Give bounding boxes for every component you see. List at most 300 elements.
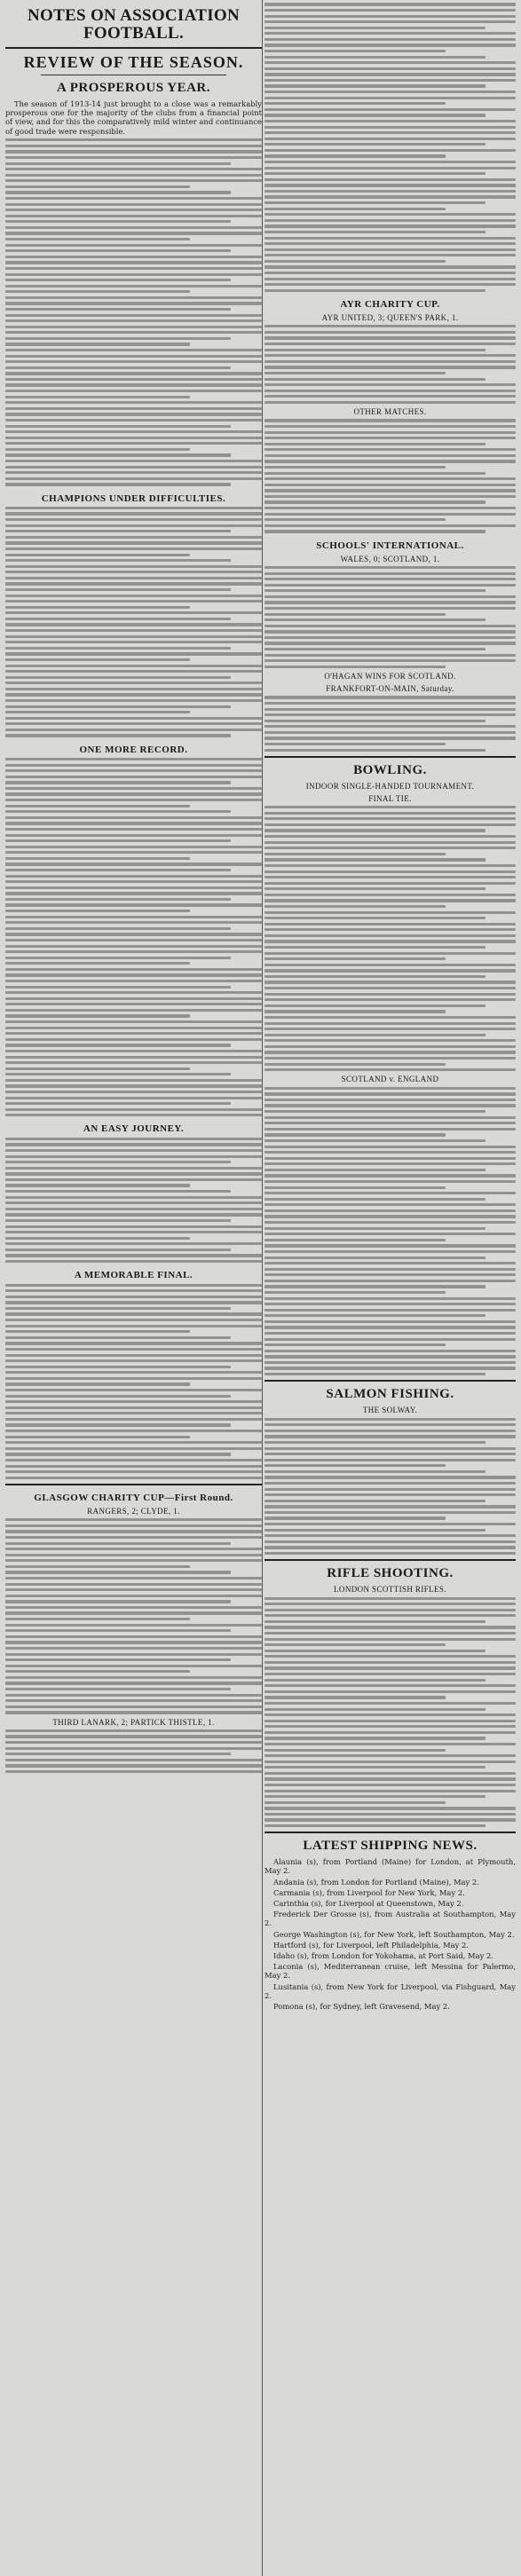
text-line — [264, 178, 516, 181]
text-line — [264, 654, 516, 657]
text-line — [5, 711, 190, 713]
text-line — [5, 401, 262, 404]
text-line — [5, 1254, 262, 1256]
rule — [264, 1559, 516, 1561]
section-heading: AN EASY JOURNEY. — [83, 1123, 185, 1135]
text-line — [264, 1552, 516, 1555]
text-line — [264, 841, 516, 844]
text-line — [264, 1180, 516, 1183]
text-line — [264, 213, 516, 216]
article-text-block — [5, 138, 262, 485]
text-line — [264, 1609, 516, 1611]
article-text-block — [5, 758, 262, 1116]
text-line — [5, 1524, 262, 1527]
text-line — [5, 588, 231, 591]
text-line — [264, 1051, 516, 1053]
text-line — [5, 1436, 190, 1438]
text-line — [264, 1516, 446, 1519]
subheadline: REVIEW OF THE SEASON. — [23, 53, 244, 71]
text-line — [264, 1174, 516, 1177]
text-line — [264, 981, 516, 983]
text-line — [5, 1577, 262, 1579]
text-line — [264, 806, 516, 808]
text-line — [264, 437, 516, 439]
text-line — [264, 354, 516, 357]
text-line — [5, 559, 231, 562]
text-line — [5, 1336, 231, 1339]
text-line — [5, 203, 262, 206]
text-line — [264, 899, 516, 902]
text-line — [264, 1028, 516, 1030]
text-line — [264, 1303, 516, 1305]
text-line — [264, 79, 516, 82]
text-line — [5, 1067, 190, 1070]
rule — [5, 1484, 262, 1485]
text-line — [5, 1688, 231, 1690]
text-line — [5, 1618, 190, 1620]
text-line — [5, 1441, 262, 1444]
shipping-item: Hartford (s), for Liverpool, left Philadelphia, May 2. — [273, 1940, 470, 1950]
article-text-block — [264, 1087, 516, 1376]
text-line — [264, 1151, 516, 1154]
section-heading: FINAL TIE. — [368, 793, 412, 803]
text-line — [264, 1418, 516, 1421]
text-line — [264, 1749, 446, 1752]
text-line — [5, 1073, 231, 1075]
text-line — [264, 1488, 516, 1491]
text-line — [264, 278, 516, 280]
text-line — [5, 138, 262, 141]
text-line — [5, 285, 262, 288]
article-text-block — [264, 419, 516, 532]
text-line — [264, 812, 516, 815]
text-line — [264, 1309, 516, 1312]
text-line — [5, 1735, 262, 1737]
text-line — [5, 822, 262, 824]
text-line — [264, 1039, 516, 1042]
text-line — [5, 1606, 262, 1609]
text-line — [264, 835, 516, 838]
text-line — [264, 1233, 516, 1235]
text-line — [5, 1453, 231, 1455]
text-line — [264, 847, 516, 849]
text-line — [264, 737, 516, 739]
text-line — [264, 154, 446, 157]
text-line — [264, 720, 485, 722]
text-line — [5, 1647, 262, 1650]
text-line — [5, 244, 262, 247]
text-line — [264, 143, 485, 146]
text-line — [264, 625, 516, 627]
text-line — [5, 1629, 231, 1632]
text-line — [264, 448, 516, 451]
text-line — [264, 864, 516, 867]
text-line — [264, 1801, 446, 1804]
text-line — [5, 1190, 231, 1193]
section-heading: SCOTLAND v. ENGLAND — [341, 1075, 439, 1084]
text-line — [5, 407, 262, 410]
text-line — [264, 630, 516, 633]
text-line — [5, 565, 262, 568]
text-line — [264, 1146, 516, 1148]
text-line — [264, 50, 446, 52]
text-line — [264, 1068, 516, 1071]
text-line — [264, 1737, 485, 1739]
text-line — [5, 256, 262, 258]
text-line — [264, 934, 516, 937]
section-heading: A MEMORABLE FINAL. — [74, 1270, 193, 1281]
text-line — [264, 1447, 516, 1450]
text-line — [264, 905, 446, 908]
text-line — [264, 853, 446, 855]
text-line — [5, 1027, 262, 1029]
text-line — [264, 1638, 516, 1641]
text-line — [5, 168, 262, 170]
text-line — [5, 1711, 262, 1713]
text-line — [5, 197, 262, 200]
article-text-block — [5, 1284, 262, 1479]
text-line — [264, 1790, 516, 1792]
text-line — [264, 702, 516, 705]
text-line — [5, 1091, 262, 1093]
text-line — [5, 279, 231, 281]
text-line — [264, 1818, 516, 1821]
text-line — [264, 1203, 516, 1206]
text-line — [5, 430, 262, 433]
text-line — [264, 248, 516, 251]
text-line — [264, 1262, 516, 1264]
text-line — [264, 1772, 516, 1775]
text-line — [5, 717, 262, 720]
text-line — [5, 734, 231, 737]
article-text-block — [264, 325, 516, 404]
text-line — [5, 722, 262, 725]
text-line — [264, 1355, 516, 1358]
text-line — [5, 1418, 262, 1421]
text-line — [264, 283, 516, 286]
section-title: RIFLE SHOOTING. — [327, 1566, 454, 1581]
text-line — [264, 1198, 485, 1201]
text-line — [5, 1699, 262, 1702]
text-line — [264, 894, 516, 896]
text-line — [264, 1250, 516, 1253]
text-line — [5, 869, 231, 871]
text-line — [264, 184, 516, 186]
text-line — [264, 1650, 485, 1652]
text-line — [264, 102, 446, 105]
text-line — [264, 1655, 516, 1658]
text-line — [264, 1010, 446, 1012]
text-line — [5, 652, 262, 655]
section-heading: GLASGOW CHARITY CUP—First Round. — [34, 1492, 233, 1503]
text-line — [264, 1807, 516, 1809]
text-line — [264, 636, 516, 639]
text-line — [264, 1373, 485, 1375]
text-line — [5, 1301, 262, 1304]
text-line — [264, 1057, 516, 1060]
text-line — [5, 1653, 262, 1656]
text-line — [5, 396, 190, 398]
text-line — [264, 1326, 516, 1328]
text-line — [264, 1122, 516, 1124]
match-result: AYR UNITED, 3; QUEEN'S PARK, 1. — [321, 312, 459, 322]
text-line — [5, 1143, 262, 1146]
text-line — [264, 1546, 516, 1548]
text-line — [264, 443, 485, 445]
text-line — [5, 1178, 262, 1181]
text-line — [5, 816, 262, 819]
text-line — [5, 215, 262, 217]
text-line — [264, 131, 516, 134]
text-line — [5, 1312, 262, 1315]
text-line — [264, 272, 516, 274]
text-line — [5, 875, 262, 878]
text-line — [264, 1280, 516, 1282]
text-line — [5, 1201, 262, 1204]
text-line — [5, 1665, 262, 1667]
text-line — [264, 73, 516, 75]
match-result: THIRD LANARK, 2; PARTICK THISTLE, 1. — [52, 1717, 215, 1727]
text-line — [264, 1314, 485, 1317]
text-line — [264, 578, 516, 580]
text-line — [5, 851, 262, 854]
text-line — [5, 1032, 262, 1035]
text-line — [5, 1319, 262, 1321]
text-line — [5, 1284, 262, 1287]
text-line — [264, 530, 485, 532]
text-line — [264, 120, 516, 122]
text-line — [5, 1289, 262, 1292]
text-line — [264, 289, 485, 292]
text-line — [5, 792, 262, 795]
text-line — [264, 378, 485, 381]
text-line — [264, 38, 516, 41]
text-line — [264, 1725, 516, 1728]
text-line — [264, 484, 516, 486]
text-line — [5, 150, 262, 153]
text-line — [264, 731, 516, 734]
text-line — [5, 676, 231, 679]
text-line — [264, 20, 516, 23]
text-line — [264, 607, 516, 610]
shipping-item: Idaho (s), from London for Yokohama, at Port Said, May 2. — [273, 1951, 493, 1961]
text-line — [5, 448, 190, 451]
text-line — [5, 1196, 262, 1199]
text-line — [5, 787, 262, 790]
text-line — [264, 595, 516, 598]
text-line — [264, 518, 446, 521]
text-line — [5, 693, 262, 696]
text-line — [5, 554, 190, 556]
section-title: BOWLING. — [353, 762, 427, 777]
text-line — [264, 500, 485, 503]
text-line — [5, 571, 262, 573]
text-line — [5, 1050, 262, 1052]
text-line — [5, 1249, 231, 1251]
subheadline-2: A PROSPEROUS YEAR. — [56, 81, 211, 95]
text-line — [5, 1530, 262, 1532]
text-line — [5, 699, 262, 702]
text-line — [264, 1221, 516, 1224]
text-line — [264, 1092, 516, 1095]
text-line — [264, 1186, 446, 1189]
article-text-block — [5, 1729, 262, 1773]
text-line — [264, 466, 446, 469]
text-line — [264, 1273, 516, 1276]
article-text-block — [264, 1418, 516, 1555]
text-line — [5, 512, 262, 515]
article-text-block — [264, 806, 516, 1071]
text-line — [5, 1706, 262, 1708]
text-line — [264, 1603, 516, 1605]
text-line — [264, 195, 516, 198]
text-line — [264, 1453, 516, 1455]
text-line — [264, 61, 516, 64]
text-line — [264, 1361, 516, 1364]
text-line — [5, 1061, 262, 1064]
text-line — [264, 584, 516, 587]
text-line — [264, 260, 446, 263]
text-line — [5, 355, 262, 358]
text-line — [264, 138, 516, 140]
text-line — [5, 174, 262, 177]
text-line — [264, 1673, 516, 1675]
text-line — [264, 331, 516, 334]
text-line — [264, 1754, 516, 1757]
text-line — [5, 483, 231, 485]
text-line — [5, 1296, 262, 1298]
text-line — [264, 1505, 516, 1508]
text-line — [264, 114, 485, 116]
right-column — [264, 0, 516, 2576]
text-line — [264, 524, 516, 527]
text-line — [264, 1320, 516, 1323]
text-line — [264, 9, 516, 12]
text-line — [5, 378, 262, 381]
text-line — [5, 541, 262, 544]
shipping-item: Laconia (s), Mediterranean cruise, left Messina for Palermo, May 2. — [264, 1962, 516, 1981]
text-line — [264, 1523, 516, 1525]
text-line — [5, 1260, 262, 1263]
text-line — [264, 1133, 446, 1136]
article-text-block — [5, 507, 262, 737]
text-line — [5, 1624, 262, 1627]
text-line — [5, 1559, 262, 1562]
text-line — [264, 1192, 516, 1194]
text-line — [5, 635, 262, 638]
text-line — [5, 886, 262, 889]
text-line — [264, 940, 516, 942]
text-line — [5, 1770, 262, 1773]
text-line — [5, 670, 262, 673]
text-line — [5, 413, 262, 415]
text-line — [5, 530, 231, 532]
section-heading: THE SOLWAY. — [362, 1406, 418, 1415]
text-line — [5, 1108, 262, 1111]
text-line — [264, 1824, 485, 1827]
text-line — [264, 1423, 516, 1426]
text-line — [264, 1063, 446, 1066]
text-line — [264, 1720, 516, 1722]
text-line — [264, 1110, 485, 1113]
text-line — [264, 725, 516, 728]
text-line — [264, 1690, 516, 1693]
text-line — [264, 858, 485, 861]
text-line — [264, 1708, 485, 1711]
text-line — [5, 665, 262, 667]
text-line — [264, 1045, 516, 1048]
text-line — [264, 969, 516, 972]
text-line — [264, 201, 485, 204]
text-line — [5, 1658, 231, 1661]
text-line — [264, 225, 516, 227]
text-line — [5, 220, 231, 223]
text-line — [264, 817, 516, 820]
text-line — [264, 1338, 516, 1341]
text-line — [264, 1626, 516, 1628]
text-line — [264, 566, 516, 569]
section-title: LATEST SHIPPING NEWS. — [303, 1839, 478, 1854]
text-line — [264, 395, 516, 398]
text-line — [264, 1713, 516, 1716]
article-text-block — [5, 1518, 262, 1713]
text-line — [264, 454, 516, 457]
text-line — [5, 1009, 262, 1012]
text-line — [264, 349, 485, 351]
text-line — [5, 688, 262, 690]
dateline: FRANKFORT-ON-MAIN, Saturday. — [326, 683, 454, 693]
text-line — [5, 460, 262, 462]
section-heading: AYR CHARITY CUP. — [340, 298, 440, 310]
text-line — [264, 917, 485, 919]
text-line — [5, 1348, 262, 1351]
text-line — [5, 390, 262, 392]
text-line — [5, 1412, 262, 1414]
text-line — [5, 349, 262, 351]
text-line — [264, 1464, 446, 1467]
text-line — [5, 1477, 262, 1479]
text-line — [264, 1004, 485, 1007]
text-line — [264, 1493, 516, 1496]
text-line — [264, 696, 516, 698]
text-line — [264, 1128, 516, 1130]
article-text-block — [264, 696, 516, 751]
text-line — [264, 401, 516, 404]
text-line — [264, 1731, 516, 1734]
rule — [264, 1832, 516, 1833]
text-line — [5, 1161, 231, 1163]
text-line — [5, 863, 262, 865]
text-line — [264, 1632, 516, 1635]
text-line — [264, 167, 516, 169]
text-line — [264, 1684, 516, 1687]
text-line — [5, 1406, 262, 1409]
text-line — [264, 928, 516, 931]
text-line — [264, 1813, 516, 1816]
text-line — [264, 472, 485, 475]
left-column — [5, 0, 262, 2576]
text-line — [5, 1307, 231, 1310]
text-line — [5, 1155, 262, 1158]
text-line — [264, 572, 516, 575]
text-line — [5, 1383, 190, 1385]
text-line — [264, 601, 516, 603]
text-line — [5, 1583, 262, 1586]
text-line — [5, 319, 262, 322]
shipping-item: Andania (s), from London for Portland (Maine), May 2. — [273, 1877, 479, 1887]
text-line — [264, 1620, 485, 1623]
shipping-item: George Washington (s), for New York, left Southampton, May 2. — [273, 1929, 515, 1939]
